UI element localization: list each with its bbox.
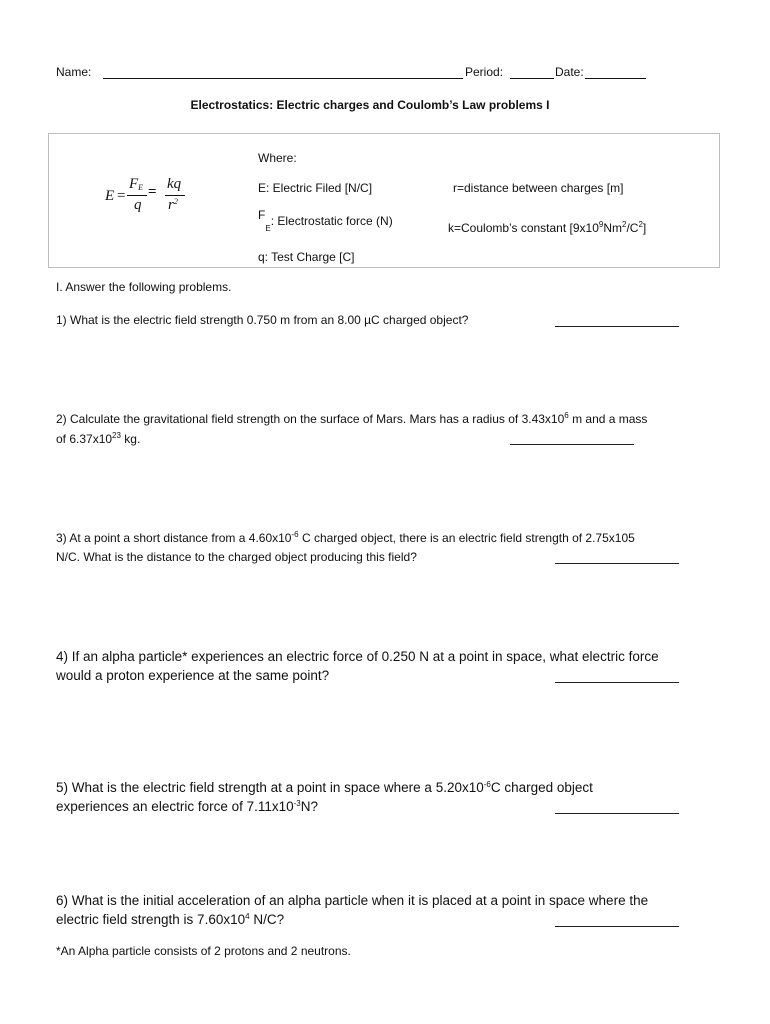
- question-5-line-2: experiences an electric force of $7.11x10^{-3}N$?: [56, 799, 319, 814]
- formula-FE: $F_E$: [129, 176, 144, 192]
- question-3-line-1: 3) At a point a short distance from a $4.60x10^{-6}$ C charged object, there is an electric field strength of 2.75x105: [56, 530, 635, 545]
- formula-equals-1: =: [117, 188, 126, 204]
- question-1: 1) What is the electric field strength 0.750 m from an 8.00 µC charged object?: [56, 313, 469, 327]
- definition-E: E: Electric Filed [N/C]: [258, 181, 373, 195]
- instructions: I. Answer the following problems.: [56, 280, 232, 294]
- question-2-line-1: 2) Calculate the gravitational field strength on the surface of Mars. Mars has a radius of $3.43x10^6$ m and a mass: [56, 411, 648, 426]
- date-blank[interactable]: [585, 78, 646, 79]
- name-blank[interactable]: [103, 78, 463, 79]
- page-title: Electrostatics: Electric charges and Coulomb’s Law problems I: [190, 98, 550, 112]
- question-3-line-2: N/C. What is the distance to the charged object producing this field?: [56, 550, 417, 564]
- answer-blank-6[interactable]: [555, 926, 679, 927]
- answer-blank-3[interactable]: [555, 563, 679, 564]
- formula-E: E: [105, 188, 115, 204]
- question-2-line-2: of $6.37x10^{23}$ kg.: [56, 431, 141, 446]
- name-label: Name:: [56, 65, 92, 79]
- answer-blank-1[interactable]: [555, 326, 679, 327]
- answer-blank-4[interactable]: [555, 682, 679, 683]
- period-label: Period:: [465, 65, 504, 79]
- question-6-line-2: electric field strength is $7.60x10^4$ N/C?: [56, 912, 285, 927]
- definition-r: r=distance between charges [m]: [453, 181, 624, 195]
- formula-kq: kq: [167, 176, 182, 192]
- formula-q: q: [134, 197, 142, 213]
- where-label: Where:: [258, 151, 297, 165]
- fraction-bar-2: [165, 195, 185, 196]
- definition-q: q: Test Charge [C]: [258, 250, 355, 264]
- electric-field-formula: [105, 176, 215, 218]
- question-5-line-1: 5) What is the electric field strength at a point in space where a $5.20x10^{-6}C$ charged object: [56, 780, 593, 795]
- definition-FE: $F_E$: Electrostatic force (N): [258, 208, 393, 233]
- formula-r: $r^2$: [168, 197, 178, 213]
- formula-equals-2: =: [148, 184, 157, 200]
- fraction-bar-1: [127, 195, 147, 196]
- period-blank[interactable]: [510, 78, 554, 79]
- date-label: Date:: [555, 65, 584, 79]
- question-4-line-2: would a proton experience at the same point?: [56, 668, 330, 683]
- answer-blank-5[interactable]: [555, 813, 679, 814]
- formula-box: [48, 133, 720, 268]
- definition-k: k=Coulomb’s constant $[9x10^9Nm^2/C^2]$: [448, 220, 647, 235]
- footnote: *An Alpha particle consists of 2 protons and 2 neutrons.: [56, 944, 351, 958]
- answer-blank-2[interactable]: [510, 444, 634, 445]
- question-6-line-1: 6) What is the initial acceleration of an alpha particle when it is placed at a point in space where the: [56, 893, 649, 908]
- question-4-line-1: 4) If an alpha particle* experiences an electric force of 0.250 N at a point in space, what electric force: [56, 649, 659, 664]
